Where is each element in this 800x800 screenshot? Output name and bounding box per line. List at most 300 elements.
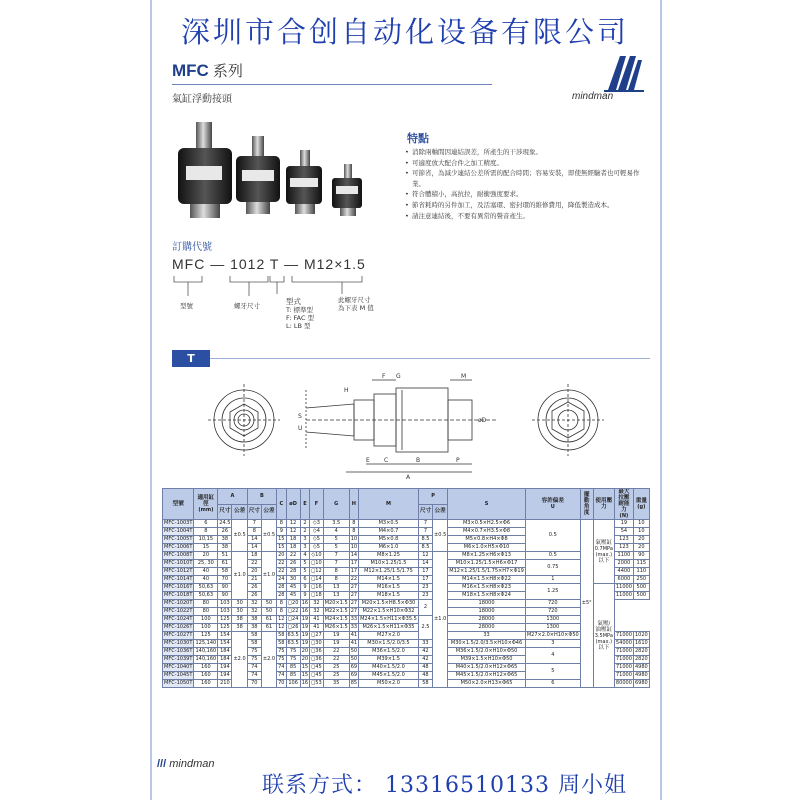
table-cell: 184 (218, 656, 232, 664)
order-type-opt: L: LB 型 (286, 322, 311, 330)
col-e: E (300, 489, 309, 520)
table-cell: 74 (278, 664, 285, 670)
table-cell: M39×1.5×H10×Φ50 (448, 656, 526, 664)
table-cell: M3×0.5×H2.5×Φ6 (448, 520, 526, 528)
feature-item: • 消除兩軸間因連結誤差，所產生的干涉現象。 (405, 147, 645, 158)
series-suffix: 系列 (212, 63, 243, 80)
table-cell: 6 (194, 520, 218, 528)
table-cell: 30 (232, 600, 247, 608)
table-cell: 17 (350, 560, 358, 566)
table-cell: ±0.5 (261, 520, 276, 552)
table-cell: 54000 (615, 640, 632, 646)
table-cell: MFC-1005T (164, 536, 193, 542)
table-cell: M5×0.8×H4×Φ8 (448, 536, 526, 544)
table-cell: 154 (218, 632, 232, 640)
table-cell: 71000 (615, 672, 632, 678)
table-cell: MFC-1006T (164, 544, 193, 550)
table-cell: 85 (350, 680, 358, 686)
col-g: G (323, 489, 349, 520)
col-p-tol: 公差 (433, 504, 448, 520)
table-cell: ◻18 (311, 592, 322, 598)
table-cell: ±0.5 (433, 520, 448, 552)
table-cell: 45 (286, 584, 300, 592)
table-cell: 69 (350, 664, 358, 670)
table-cell: 74 (247, 672, 261, 680)
table-cell: 9 (300, 584, 309, 592)
table-cell: 8.5 (418, 536, 432, 544)
table-cell: 41 (350, 640, 358, 646)
table-cell: 194 (218, 672, 232, 680)
table-cell: 2.5 (418, 616, 432, 640)
table-cell: 140,160 (195, 656, 217, 662)
table-cell: 28000 (448, 616, 526, 624)
feature-item: • 符合體積小，高抗拉，耐衝強度要求。 (405, 189, 645, 200)
table-cell: M24×1.5×H11×Φ35.5 (360, 616, 417, 622)
table-cell: 12 (286, 520, 300, 528)
table-cell: 19 (323, 640, 349, 648)
table-cell: 50 (261, 600, 276, 608)
table-cell: 75 (278, 648, 285, 654)
table-cell: M30×1.5/2.0/3.5 (359, 640, 419, 648)
table-cell: 8 (349, 528, 358, 536)
table-cell: 61 (261, 624, 276, 632)
table-cell: 8 (349, 520, 358, 528)
table-cell: 33 (448, 632, 526, 640)
table-cell: 160 (194, 680, 218, 688)
table-cell: 210 (218, 680, 232, 688)
table-cell: ±2.0 (232, 632, 247, 688)
table-cell: M36×1.5/2.0 (359, 648, 419, 656)
order-type-opt: F: FAC 型 (286, 314, 315, 322)
feature-item: • 節省耗時的另件加工，及活塞環、密封環的維修費用，降低製造成本。 (405, 200, 645, 211)
table-cell: 61 (218, 560, 232, 568)
table-row (163, 608, 650, 616)
table-cell: 8 (277, 600, 286, 608)
company-header: 深圳市合创自动化设备有限公司 (180, 15, 629, 49)
table-cell: 110 (633, 568, 649, 576)
table-cell: 58 (218, 568, 232, 576)
table-cell: 2000 (614, 560, 633, 568)
table-cell: 125 (194, 632, 218, 640)
table-cell: 41 (310, 616, 324, 624)
product-photo (172, 122, 387, 232)
table-cell: 19 (301, 632, 309, 638)
col-b-size: 尺寸 (247, 504, 261, 520)
table-cell: M50×2.0 (359, 680, 419, 688)
table-cell: MFC-1016T (164, 584, 193, 590)
table-cell: M10×1.25/1.5×H6×Φ17 (448, 560, 526, 568)
table-cell: MFC-1022T (164, 608, 193, 614)
table-cell: M45×1.5/2.0 (359, 672, 419, 680)
table-cell: M8×1.25×H6×Φ13 (448, 552, 526, 560)
table-row (163, 624, 650, 632)
table-cell: 27 (350, 592, 358, 598)
table-cell: 14 (418, 560, 432, 568)
table-cell: 32 (310, 600, 324, 608)
table-cell: ◻36 (311, 648, 322, 654)
table-cell: 38 (232, 624, 247, 632)
bottom-brand-name: mindman (169, 758, 215, 770)
table-cell: 4 (300, 552, 309, 560)
table-cell: 17 (418, 568, 432, 576)
table-cell: 28 (286, 568, 300, 576)
table-cell: 3 (300, 544, 309, 552)
table-cell: 0.75 (525, 560, 580, 576)
table-cell: M4×0.7 (359, 528, 419, 536)
table-cell: 71000 (615, 664, 632, 670)
table-cell: 21 (247, 576, 261, 584)
table-cell: 41 (310, 624, 324, 632)
table-cell: 1 (525, 576, 580, 584)
table-cell: 18000 (448, 600, 526, 608)
table-cell: 10 (350, 544, 358, 550)
table-cell: 160 (194, 672, 218, 680)
col-s: S (448, 489, 526, 520)
table-cell: 80 (194, 608, 218, 616)
table-cell: 2 (300, 528, 309, 536)
table-cell: M50×2.0×H13×Φ65 (448, 680, 526, 688)
table-cell: MFC-1020T (164, 600, 193, 606)
table-cell: 500 (633, 584, 649, 592)
table-cell: 18 (286, 544, 300, 552)
table-cell: 48 (418, 664, 432, 672)
table-cell: 15 (301, 672, 309, 678)
table-cell: 90 (218, 584, 232, 592)
table-cell: 80000 (615, 680, 632, 686)
table-cell: 8.5 (418, 544, 432, 552)
table-cell: 720 (525, 600, 580, 608)
series-title (172, 60, 243, 81)
table-cell: 38 (247, 624, 261, 632)
col-h: H (349, 489, 358, 520)
table-cell: 154 (218, 640, 232, 648)
table-cell: 10 (350, 536, 358, 542)
table-cell: MFC-1003T (164, 520, 193, 526)
feature-item: • 請注意連結後，不要有異常的聲音產生。 (405, 211, 645, 222)
col-u: 容許偏差 U (525, 489, 580, 520)
col-force: 最大拉壓 耐能力 (N) (614, 489, 633, 520)
table-cell: 5 (300, 560, 309, 568)
table-cell: 17 (350, 568, 358, 574)
table-cell: 123 (614, 536, 633, 544)
dim-label-c: C (384, 457, 389, 464)
table-cell: 20 (194, 552, 218, 560)
table-cell: 50,63 (194, 584, 218, 592)
table-cell: ◻45 (311, 672, 322, 678)
table-cell: ◻12 (311, 568, 322, 574)
table-cell: 70 (218, 576, 232, 584)
table-cell: 42 (418, 648, 432, 656)
table-cell: M14×1.5 (359, 576, 419, 584)
table-cell: ±1.0 (261, 552, 276, 600)
table-cell: 18 (247, 552, 261, 560)
table-cell: 25 (323, 664, 349, 672)
table-cell: 22 (323, 648, 349, 656)
table-cell: 12 (278, 624, 285, 630)
table-cell: 14 (247, 544, 261, 552)
table-cell: 28 (278, 592, 285, 598)
table-cell: M39×1.5 (359, 656, 419, 664)
section-tab-t: T (172, 350, 210, 367)
table-cell: 71000 (615, 648, 632, 654)
table-cell: 17 (418, 576, 432, 584)
table-cell: M26×1.5×H11×Φ35 (359, 624, 419, 632)
table-cell: MFC-1039T (164, 656, 193, 662)
order-label-thread: 螺牙尺寸 (234, 302, 260, 310)
col-f: F (310, 489, 324, 520)
table-cell: 24 (278, 576, 285, 582)
table-row (163, 632, 650, 640)
table-cell: 27 (350, 584, 358, 590)
table-cell: 75 (247, 648, 261, 656)
table-cell: M24×1.5 (324, 616, 348, 622)
table-cell: MFC-1004T (164, 528, 193, 534)
table-cell: 12 (278, 616, 285, 622)
table-cell: 720 (525, 608, 580, 616)
table-cell: M26×1.5 (324, 624, 348, 630)
table-cell: M16×1.5×H8×Φ23 (448, 584, 526, 592)
table-header-row (163, 489, 650, 505)
table-cell: M30×1.5/2.0/3.5×H10×Φ46 (448, 640, 526, 648)
table-cell: 1100 (614, 552, 633, 560)
col-use: 使用壓力 (593, 489, 614, 520)
table-row (163, 552, 650, 560)
table-cell: 125 (218, 616, 232, 624)
table-cell: M20×1.5 (324, 600, 348, 606)
feature-item: • 可適度放大配合件之加工精度。 (405, 158, 645, 169)
table-cell: M22×1.5 (324, 608, 348, 614)
table-cell: 3 (300, 536, 309, 544)
table-cell: MFC-1026T (164, 624, 193, 630)
table-cell: 30 (232, 608, 247, 616)
table-cell: 2 (300, 520, 309, 528)
table-cell: ◇4 (310, 528, 324, 536)
table-cell: MFC-1018T (164, 592, 193, 598)
table-cell: MFC-1012T (164, 568, 193, 574)
dim-label-b: B (416, 457, 421, 464)
col-phid: øD (286, 489, 300, 520)
table-cell: 11000 (615, 584, 632, 590)
table-cell: MFC-1036T (164, 648, 193, 654)
table-cell: 22 (278, 568, 285, 574)
table-cell: M12×1.25/1.5/1.75×H7×Φ19 (449, 568, 524, 574)
table-cell: 25 (323, 672, 349, 680)
table-cell: 41 (350, 632, 358, 638)
table-cell: M8×1.25 (359, 552, 419, 560)
dim-label-e: E (366, 457, 370, 464)
table-cell: MFC-1040T (164, 664, 193, 670)
table-cell: 125,140 (195, 640, 217, 646)
table-cell: 5 (323, 536, 349, 544)
table-cell: 58 (247, 632, 261, 640)
table-cell: 194 (218, 664, 232, 672)
table-cell: 90 (633, 552, 649, 560)
table-cell: 250 (633, 576, 649, 584)
table-cell: 16 (301, 600, 309, 606)
table-cell: 33 (350, 624, 358, 630)
table-cell: 2 (418, 600, 432, 616)
table-cell: 15 (301, 664, 309, 670)
table-cell: MFC-1030T (164, 640, 193, 646)
table-cell: 85 (286, 672, 300, 680)
title-rule (172, 84, 492, 85)
table-cell: 115 (633, 560, 649, 568)
table-cell: ◻45 (311, 664, 322, 670)
table-cell: MFC-1014T (164, 576, 193, 582)
table-cell: 14 (350, 552, 358, 558)
dim-label-f: F (382, 373, 386, 380)
table-cell: 7 (323, 560, 349, 568)
table-cell: 1610 (634, 640, 648, 646)
table-cell: 103 (218, 600, 232, 608)
table-cell: 90 (218, 592, 232, 600)
table-cell: 26 (286, 560, 300, 568)
table-cell: 50 (261, 608, 276, 616)
order-label-type (286, 298, 314, 330)
dim-label-a: A (406, 474, 411, 480)
table-cell: MFC-1024T (164, 616, 193, 622)
contact-line: 联系方式： 13316510133 周小姐 (262, 773, 627, 798)
section-rule (210, 358, 650, 359)
table-cell: 27 (350, 608, 358, 614)
table-cell: 45 (286, 592, 300, 600)
table-cell: 22 (278, 560, 285, 566)
table-cell: MFC-1027T (164, 632, 193, 638)
spec-table (162, 488, 650, 688)
table-cell: 20 (633, 536, 649, 544)
table-cell: M3×0.5 (359, 520, 419, 528)
table-cell: 69 (350, 672, 358, 678)
table-cell: 28000 (448, 624, 526, 632)
col-cyl: 適用缸徑 (mm) (194, 489, 218, 520)
table-cell: M40×1.5/2.0×H12×Φ65 (448, 664, 526, 672)
col-p-size: 尺寸 (418, 504, 432, 520)
table-cell: ◻14 (311, 576, 322, 582)
table-cell: 7 (247, 520, 261, 528)
table-cell: 9 (277, 528, 286, 536)
table-cell: 123 (614, 544, 633, 552)
table-cell: 20 (301, 648, 309, 654)
table-cell: 500 (633, 592, 649, 600)
table-row (163, 520, 650, 528)
order-type-title: 型式 (286, 297, 301, 306)
brand-name: mindman (572, 91, 614, 102)
table-cell: M12×1.25/1.5/1.75 (359, 568, 419, 576)
table-cell: 20 (278, 552, 285, 558)
table-cell: MFC-1045T (164, 672, 193, 678)
table-cell: 8 (277, 520, 286, 528)
table-cell: 50,63 (194, 592, 218, 600)
table-cell: ◻27 (311, 632, 322, 638)
table-cell: 氣壓/ 油壓缸 3.5MPa (max.) 以下 (593, 584, 614, 688)
col-model: 型號 (163, 489, 194, 520)
table-cell: 184 (218, 648, 232, 656)
table-cell: 7 (418, 528, 432, 536)
bottom-brand (157, 758, 214, 770)
table-cell: 32 (247, 600, 261, 608)
table-cell: 1.25 (525, 584, 580, 600)
dim-label-p: P (456, 457, 460, 464)
page-edge-left (150, 0, 152, 800)
order-label-model: 型號 (180, 302, 193, 310)
table-cell: ◻16 (311, 584, 322, 590)
features-title: 特點 (407, 132, 429, 145)
col-a-tol: 公差 (232, 504, 247, 520)
table-cell: 71000 (615, 632, 632, 638)
table-cell: ◻30 (311, 640, 322, 646)
table-cell: 4400 (614, 568, 633, 576)
table-cell: 19 (614, 520, 633, 528)
table-cell: M20×1.5×H8.5×Φ30 (359, 600, 419, 608)
page-edge-right (660, 0, 662, 800)
col-a-size: 尺寸 (218, 504, 232, 520)
table-cell: ◻20 (287, 600, 299, 606)
table-cell: 16 (301, 680, 309, 686)
table-cell: 28 (278, 584, 285, 590)
table-cell: 6980 (634, 680, 648, 686)
bottom-logo-icon: /// (157, 758, 167, 770)
table-cell: 6 (300, 576, 309, 584)
table-cell: ◇5 (310, 536, 324, 544)
table-cell: 58 (418, 680, 432, 688)
table-cell: 50 (350, 656, 358, 662)
table-cell: 19 (301, 616, 309, 622)
table-cell: ±2.0 (261, 632, 276, 688)
table-cell: 25, 30 (194, 560, 218, 568)
table-cell: 63.5 (287, 632, 299, 638)
table-cell: 3 (525, 640, 580, 648)
table-cell: MFC-1050T (164, 680, 193, 686)
table-cell: M45×1.5/2.0×H12×Φ65 (448, 672, 526, 680)
table-cell: 42 (418, 656, 432, 664)
table-cell: 85 (286, 664, 300, 672)
table-cell: 38 (218, 536, 232, 544)
table-cell: M5×0.8 (359, 536, 419, 544)
table-row (163, 600, 650, 608)
table-cell: 8 (323, 576, 349, 584)
table-cell: 38 (247, 616, 261, 624)
table-cell: 106 (286, 680, 300, 688)
order-code: MFC — 1012 T — M12×1.5 (172, 256, 366, 272)
table-cell: 33 (350, 616, 358, 622)
table-cell: 75 (286, 656, 300, 664)
table-cell: M6×1.0×H5×Φ10 (448, 544, 526, 552)
table-cell: 1300 (525, 624, 580, 632)
table-cell: 74 (247, 664, 261, 672)
table-cell: ±0.5 (232, 520, 247, 552)
table-cell: 75 (247, 656, 261, 664)
table-cell: 0.5 (525, 520, 580, 552)
table-cell: 35 (323, 680, 349, 688)
table-cell: 20 (633, 544, 649, 552)
table-cell: 32 (247, 608, 261, 616)
table-cell: 12 (286, 528, 300, 536)
table-cell: 2820 (634, 656, 648, 662)
table-cell: 58 (278, 640, 285, 646)
table-cell: 32 (310, 608, 324, 616)
table-cell: 58 (247, 640, 261, 648)
table-cell: 100 (194, 616, 218, 624)
table-cell: M16×1.5 (359, 584, 419, 592)
table-cell: 22 (350, 576, 358, 582)
table-cell: 38 (232, 616, 247, 624)
dim-label-h: H (344, 387, 349, 394)
table-cell: 2820 (634, 648, 648, 654)
table-cell: ◻26 (287, 624, 299, 630)
table-cell: 18 (286, 536, 300, 544)
dim-label-phid: øD (478, 417, 487, 424)
table-cell: 26 (218, 528, 232, 536)
